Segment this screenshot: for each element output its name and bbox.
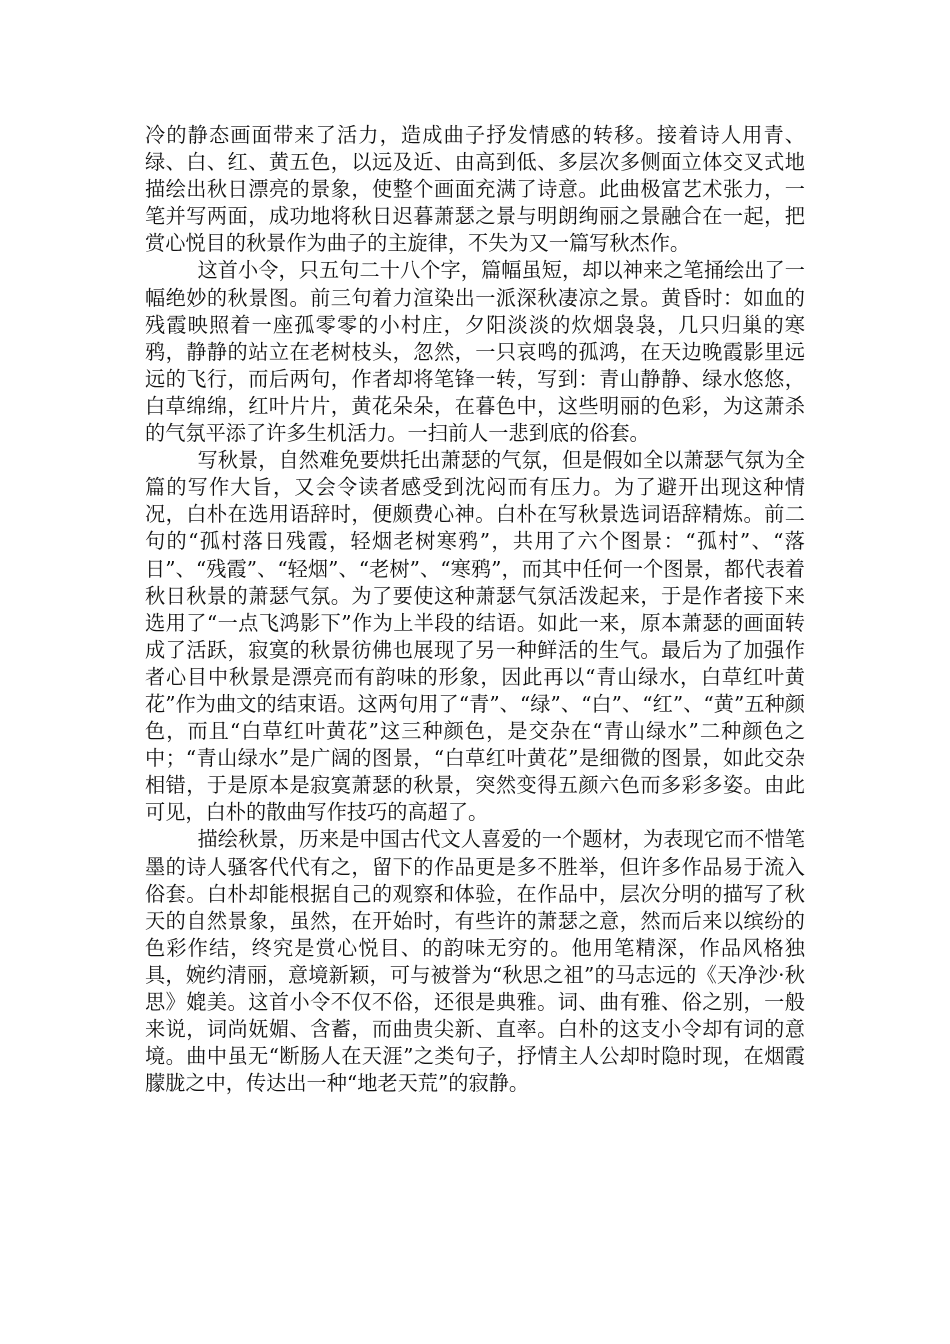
document-body [145,122,805,1097]
paragraph-1: 冷的静态画面带来了活力，造成曲子抒发情感的转移。接着诗人用青、绿、白、红、黄五色，以远及近、由高到低、多层次多侧面立体交叉式地描绘出秋日漂亮的景象，使整个画面充满了诗意。此曲极富艺术张力，一笔并写两面，成功地将秋日迟暮萧瑟之景与明朗绚丽之景融合在一起，把赏心悦目的秋景作为曲子的主旋律，不失为又一篇写秋杰作。 [145,123,805,256]
paragraph-3: 写秋景，自然难免要烘托出萧瑟的气氛，但是假如全以萧瑟气氛为全篇的写作大旨，又会令读者感受到沈闷而有压力。为了避开出现这种情况，白朴在选用语辞时，便颇费心神。白朴在写秋景选词语辞精炼。前二句的“孤村落日残霞，轻烟老树寒鸦”，共用了六个图景：“孤村”、“落日”、“残霞”、“轻烟”、“老树”、“寒鸦”，而其中任何一个图景，都代表着秋日秋景的萧瑟气氛。为了要使这种萧瑟气氛活泼起来，于是作者接下来选用了“一点飞鸿影下”作为上半段的结语。如此一来，原本萧瑟的画面转成了活跃，寂寞的秋景彷佛也展现了另一种鲜活的生气。最后为了加强作者心目中秋景是漂亮而有韵味的形象，因此再以“青山绿水，白草红叶黄花”作为曲文的结束语。这两句用了“青”、“绿”、“白”、“红”、“黄”五种颜色，而且“白草红叶黄花”这三种颜色，是交杂在“青山绿水”二种颜色之中；“青山绿水”是广阔的图景，“白草红叶黄花”是细微的图景，如此交杂相错，于是原本是寂寞萧瑟的秋景，突然变得五颜六色而多彩多姿。由此可见，白朴的散曲写作技巧的高超了。 [145,448,805,825]
paragraph-2: 这首小令，只五句二十八个字，篇幅虽短，却以神来之笔捅绘出了一幅绝妙的秋景图。前三句着力渲染出一派深秋凄凉之景。黄昏时：如血的残霞映照着一座孤零零的小村庄，夕阳淡淡的炊烟袅袅，几只归巢的寒鸦，静静的站立在老树枝头，忽然，一只哀鸣的孤鸿，在天边晚霞影里远远的飞行，而后两句，作者却将笔锋一转，写到：青山静静、绿水悠悠，白草绵绵，红叶片片，黄花朵朵，在暮色中，这些明丽的色彩，为这萧杀的气氛平添了许多生机活力。一扫前人一悲到底的俗套。 [145,258,805,446]
paragraph-4: 描绘秋景，历来是中国古代文人喜爱的一个题材，为表现它而不惜笔墨的诗人骚客代代有之，留下的作品更是多不胜举，但许多作品易于流入俗套。白朴却能根据自己的观察和体验，在作品中，层次分明的描写了秋天的自然景象，虽然，在开始时，有些许的萧瑟之意，然而后来以缤纷的色彩作结，终究是赏心悦目、的韵味无穷的。他用笔精深，作品风格独具，婉约清丽，意境新颖，可与被誉为“秋思之祖”的马志远的《天净沙·秋思》媲美。这首小令不仅不俗，还很是典雅。词、曲有雅、俗之别，一般来说，词尚妩媚、含蓄，而曲贵尖新、直率。白朴的这支小令却有词的意境。曲中虽无“断肠人在天涯”之类句子，抒情主人公却时隐时现，在烟霞朦胧之中，传达出一种“地老天荒”的寂静。 [145,827,805,1096]
